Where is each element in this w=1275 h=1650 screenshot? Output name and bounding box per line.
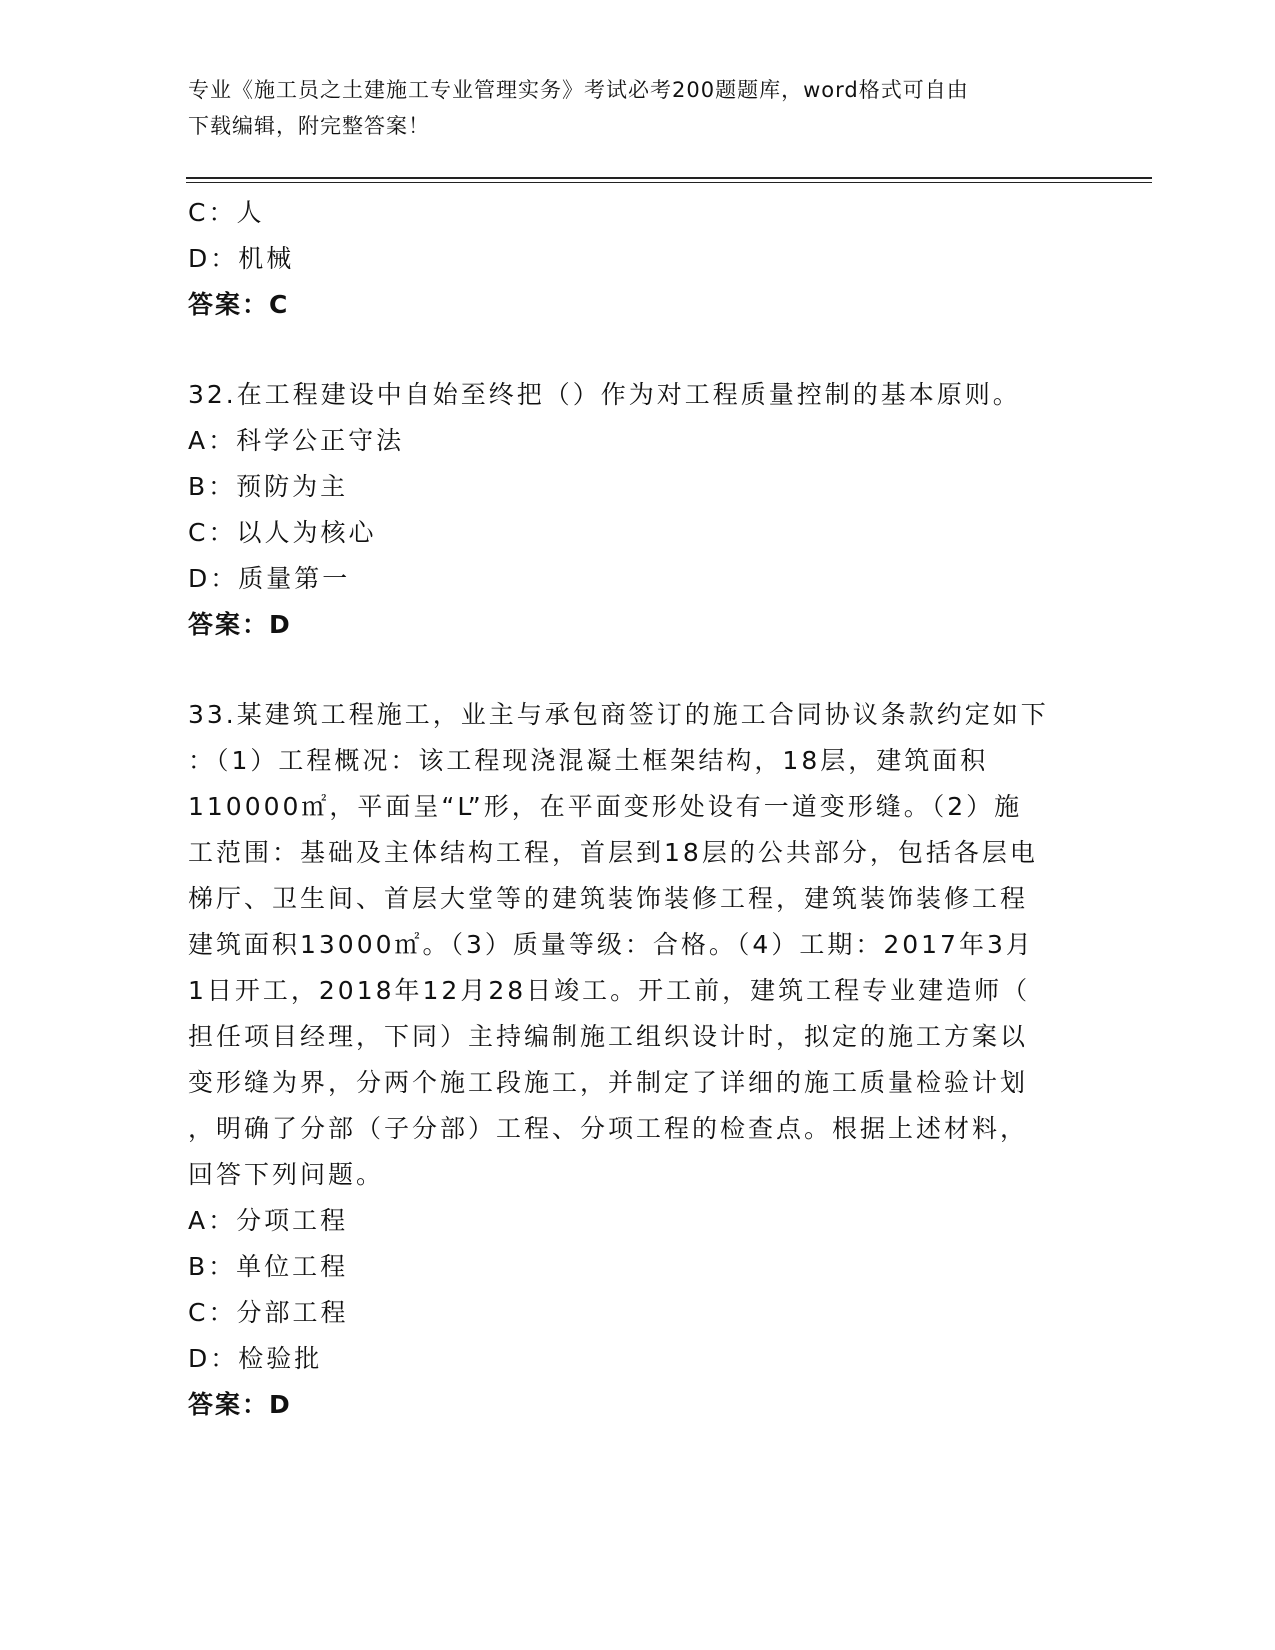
question-32 [188,372,1088,648]
document-header [188,72,1068,144]
header-divider-thick [186,177,1152,179]
question-33 [188,692,1088,1428]
stem-line: 建筑面积13000㎡。（3）质量等级：合格。（4）工期：2017年3月 [188,930,1034,959]
answer-line: 答案：D [188,1390,292,1419]
stem-line: 梯厅、卫生间、首层大堂等的建筑装饰装修工程，建筑装饰装修工程 [188,884,1029,913]
question-31-tail [188,190,1088,328]
header-line-2: 下载编辑，附完整答案！ [188,114,430,138]
option-b: B：预防为主 [188,472,349,501]
option-c: C：人 [188,198,265,227]
stem-line: 变形缝为界，分两个施工段施工，并制定了详细的施工质量检验计划 [188,1068,1029,1097]
option-a: A：科学公正守法 [188,426,405,455]
stem-line: 工范围：基础及主体结构工程，首层到18层的公共部分，包括各层电 [188,838,1038,867]
stem-line: ：（1）工程概况：该工程现浇混凝土框架结构，18层，建筑面积 [188,746,989,775]
stem-line: 110000㎡，平面呈“L”形，在平面变形处设有一道变形缝。（2）施 [188,792,1023,821]
option-d: D：质量第一 [188,564,351,593]
option-d: D：检验批 [188,1344,323,1373]
stem-line: 33.某建筑工程施工，业主与承包商签订的施工合同协议条款约定如下 [188,700,1049,729]
header-divider-thin [186,182,1152,183]
question-content [188,190,1088,1428]
answer-line: 答案：D [188,610,292,639]
header-line-1: 专业《施工员之土建施工专业管理实务》考试必考200题题库，word格式可自由 [188,78,969,102]
spacer [188,328,1088,372]
option-a: A：分项工程 [188,1206,349,1235]
option-c: C：分部工程 [188,1298,349,1327]
option-b: B：单位工程 [188,1252,349,1281]
answer-line: 答案：C [188,290,290,319]
stem-line: 担任项目经理，下同）主持编制施工组织设计时，拟定的施工方案以 [188,1022,1029,1051]
option-d: D：机械 [188,244,295,273]
stem-line: 1日开工，2018年12月28日竣工。开工前，建筑工程专业建造师（ [188,976,1031,1005]
question-stem [188,692,1088,1198]
option-c: C：以人为核心 [188,518,377,547]
stem-line: ，明确了分部（子分部）工程、分项工程的检查点。根据上述材料， [188,1114,1029,1143]
stem-line: 回答下列问题。 [188,1160,385,1189]
spacer [188,648,1088,692]
question-stem: 32.在工程建设中自始至终把（）作为对工程质量控制的基本原则。 [188,380,1021,409]
